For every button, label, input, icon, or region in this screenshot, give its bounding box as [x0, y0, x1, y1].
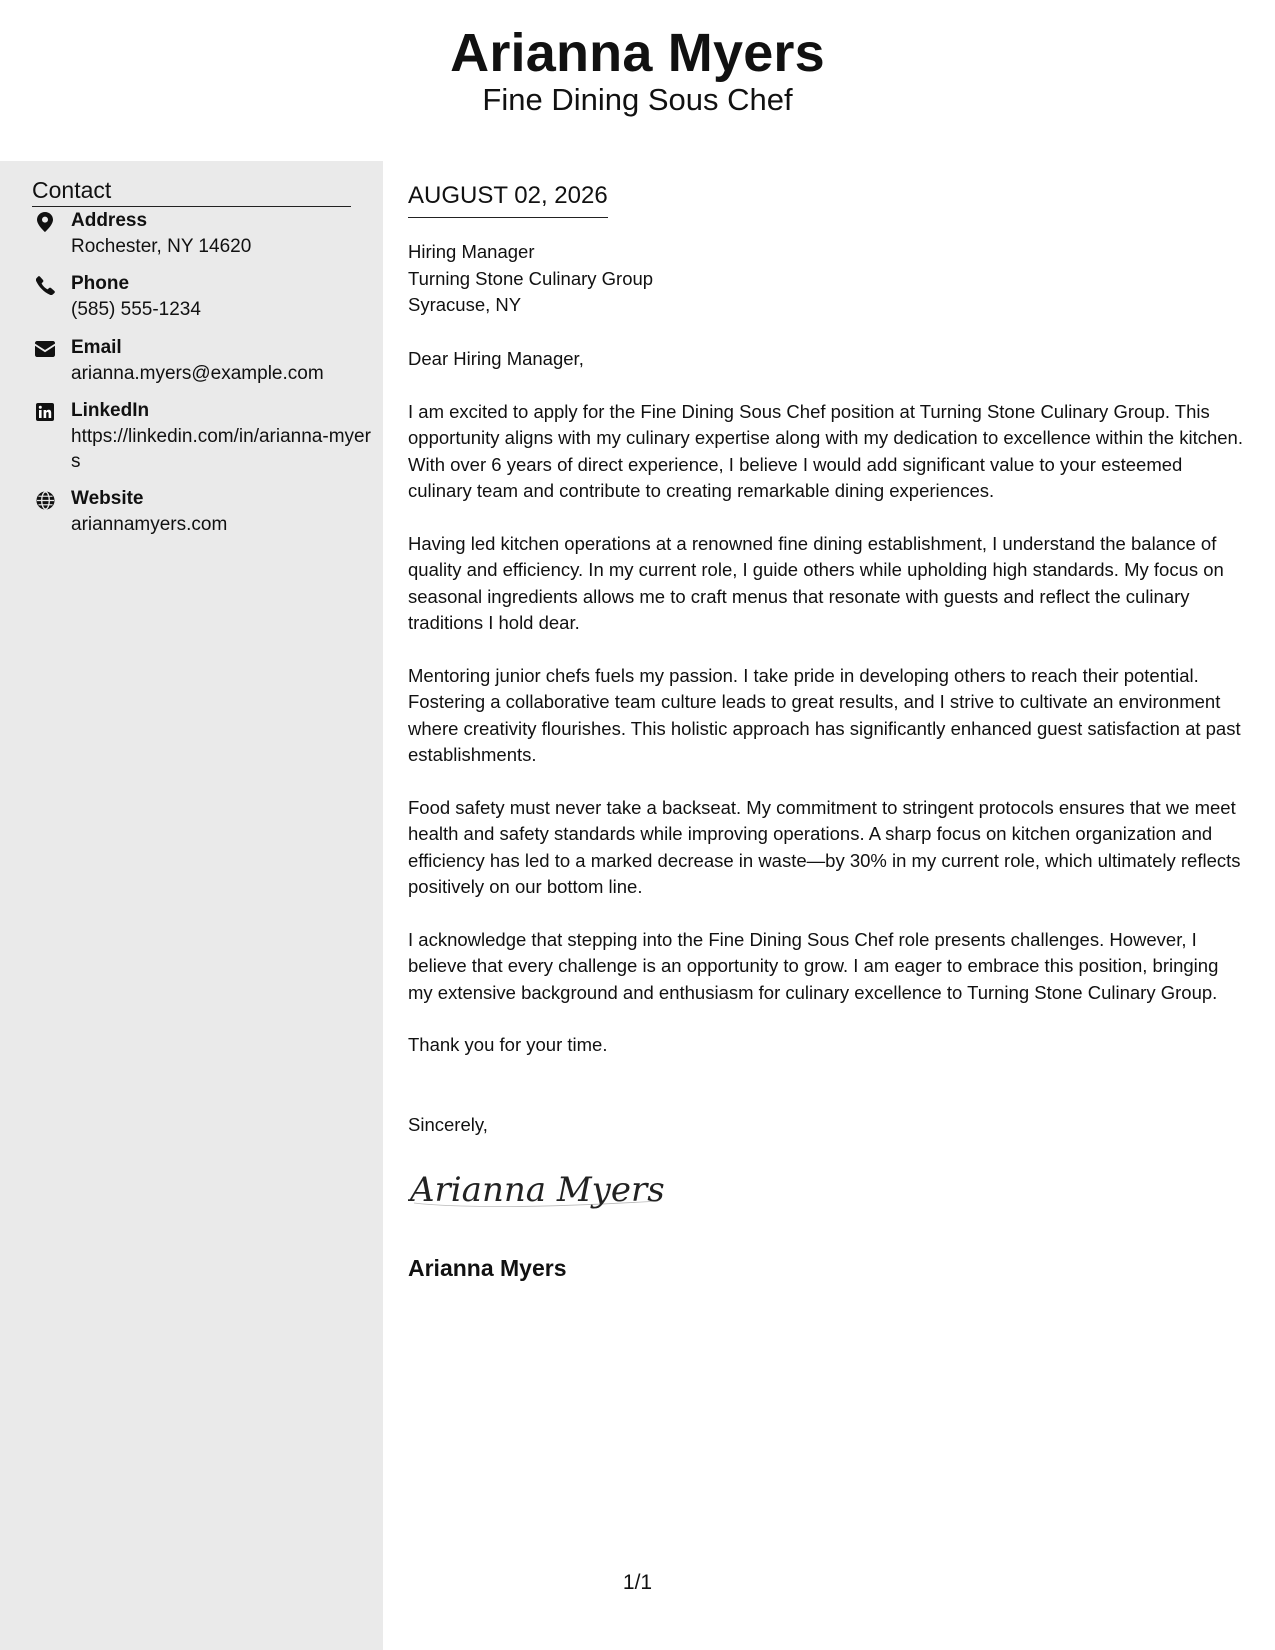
page-number: 1/1	[622, 1571, 653, 1594]
contact-value-address: Rochester, NY 14620	[71, 236, 252, 257]
letter-date: AUGUST 02, 2026	[408, 181, 608, 218]
contact-value-website: ariannamyers.com	[71, 514, 228, 535]
closing-line: Sincerely,	[408, 1114, 488, 1135]
applicant-title: Fine Dining Sous Chef	[482, 82, 793, 117]
contact-label-website: Website	[71, 488, 144, 509]
contact-value-linkedin: https://linkedin.com/in/arianna-myers	[71, 426, 371, 472]
contact-label-email: Email	[71, 337, 122, 358]
applicant-name: Arianna Myers	[450, 23, 825, 83]
body-paragraph: Food safety must never take a backseat. My commitment to stringent protocols ensures that we meet health and safety standards while improving operations. A sharp focus on kitchen organization and efficiency has led to a marked decrease in waste—by 30% in my current role, which ultimately reflects positively on our bottom line.	[408, 797, 1241, 898]
body-paragraph: Having led kitchen operations at a renowned fine dining establishment, I understand the balance of quality and efficiency. In my current role, I guide others while upholding high standards. My focus on seasonal ingredients allows me to craft menus that resonate with guests and reflect the culinary traditions I hold dear.	[408, 533, 1224, 634]
salutation: Dear Hiring Manager,	[408, 348, 584, 369]
map-pin-icon	[32, 211, 58, 233]
recipient-line: Syracuse, NY	[408, 294, 522, 315]
thanks-line: Thank you for your time.	[408, 1034, 608, 1055]
contact-value-phone: (585) 555-1234	[71, 299, 201, 320]
recipient-line: Hiring Manager	[408, 241, 535, 262]
letter-header	[0, 0, 1275, 160]
globe-icon	[32, 489, 58, 511]
envelope-icon	[32, 338, 58, 360]
body-paragraph: I am excited to apply for the Fine Dining Sous Chef position at Turning Stone Culinary Group. This opportunity aligns with my culinary expertise along with my dedication to excellence within the kitchen. With over 6 years of direct experience, I believe I would add significant value to your esteemed culinary team and contribute to creating remarkable dining experiences.	[408, 401, 1243, 502]
contact-label-address: Address	[71, 210, 148, 231]
signature-glyphs: Arianna Myers	[410, 1170, 665, 1210]
signed-name: Arianna Myers	[408, 1255, 567, 1281]
contact-value-email: arianna.myers@example.com	[71, 363, 324, 384]
body-paragraph: I acknowledge that stepping into the Fine Dining Sous Chef role presents challenges. However, I believe that every challenge is an opportunity to grow. I am eager to embrace this position, bringing my extensive background and enthusiasm for culinary excellence to Turning Stone Culinary Group.	[408, 929, 1219, 1003]
recipient-block	[408, 239, 653, 319]
contact-label-phone: Phone	[71, 273, 130, 294]
body-paragraph: Mentoring junior chefs fuels my passion. I take pride in developing others to reach their potential. Fostering a collaborative team culture leads to great results, and I strive to cultivate an environment where creativity flourishes. This holistic approach has significantly enhanced guest satisfaction at past establishments.	[408, 665, 1241, 766]
contact-heading: Contact	[32, 176, 351, 207]
recipient-line: Turning Stone Culinary Group	[408, 267, 654, 289]
phone-icon	[32, 274, 58, 296]
contact-label-linkedin: LinkedIn	[71, 400, 150, 421]
linkedin-icon	[32, 401, 58, 423]
handwritten-signature	[408, 1163, 678, 1213]
contact-sidebar	[0, 161, 383, 1650]
